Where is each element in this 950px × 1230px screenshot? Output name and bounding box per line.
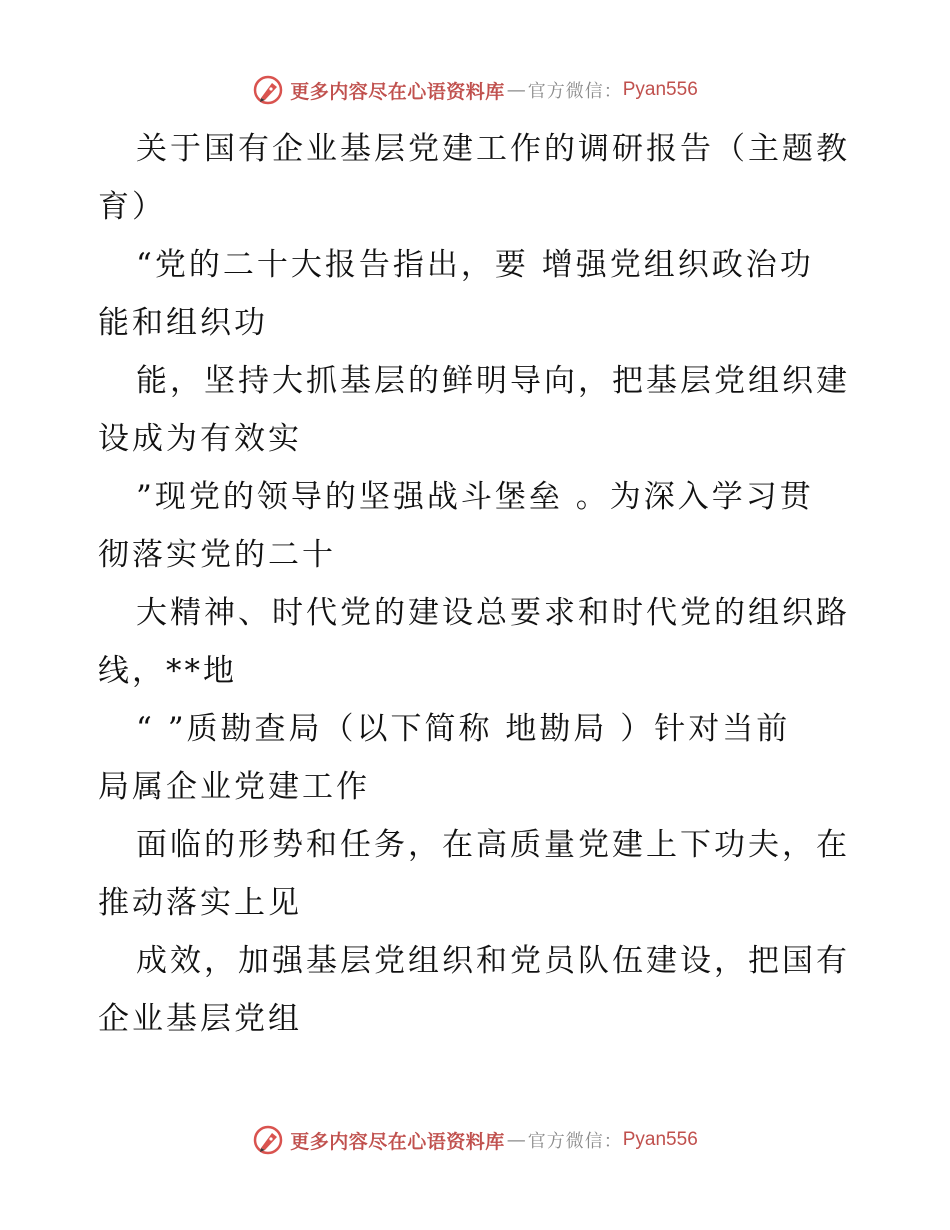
text-line: 设成为有效实 xyxy=(98,421,302,457)
text-line: 彻落实党的二十 xyxy=(98,537,336,573)
watermark-wechat-label: 官方微信： xyxy=(527,81,623,102)
text-line: 能和组织功 xyxy=(98,305,268,341)
pen-nib-logo-icon xyxy=(252,1124,284,1156)
watermark-wechat-label: 官方微信： xyxy=(527,1131,623,1152)
text-line: 面临的形势和任务，在高质量党建上下功夫，在 xyxy=(136,827,850,863)
pen-nib-logo-icon xyxy=(252,74,284,106)
text-line: 推动落实上见 xyxy=(98,885,302,921)
watermark-dash: — xyxy=(506,79,526,101)
text-line: 企业基层党组 xyxy=(98,1001,302,1037)
footer-watermark xyxy=(0,1120,950,1160)
text-line: “ ”质勘查局（以下简称 地勘局 ）针对当前 xyxy=(136,711,791,747)
text-line: 线，**地 xyxy=(98,653,237,689)
watermark-dash: — xyxy=(506,1129,526,1151)
text-line: 关于国有企业基层党建工作的调研报告（主题教 xyxy=(136,131,850,167)
document-body xyxy=(98,120,858,1048)
text-line: 大精神、时代党的建设总要求和时代党的组织路 xyxy=(136,595,850,631)
watermark-wechat-id: Pyan556 xyxy=(622,79,698,100)
text-line: 育） xyxy=(98,189,166,225)
text-line: 能，坚持大抓基层的鲜明导向，把基层党组织建 xyxy=(136,363,850,399)
header-watermark xyxy=(0,70,950,110)
watermark-main-text: 更多内容尽在心语资料库 xyxy=(290,1130,505,1153)
text-line: “党的二十大报告指出，要 增强党组织政治功 xyxy=(136,247,814,283)
text-line: 成效，加强基层党组织和党员队伍建设，把国有 xyxy=(136,943,850,979)
text-line: 局属企业党建工作 xyxy=(98,769,370,805)
watermark-wechat-id: Pyan556 xyxy=(622,1129,698,1150)
watermark-main-text: 更多内容尽在心语资料库 xyxy=(290,80,505,103)
text-line: ”现党的领导的坚强战斗堡垒 。为深入学习贯 xyxy=(136,479,814,515)
